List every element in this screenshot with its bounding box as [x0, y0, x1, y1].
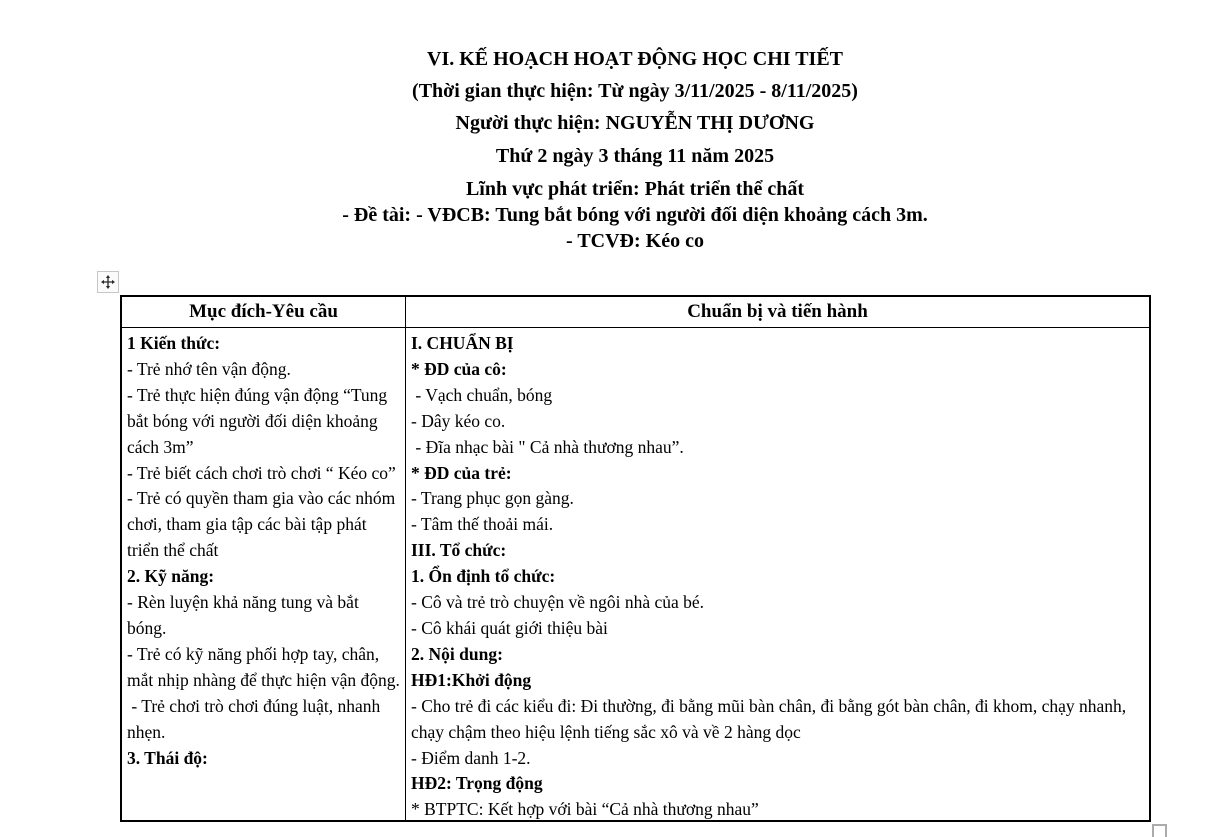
prep-line: - Đĩa nhạc bài " Cả nhà thương nhau”.	[411, 436, 684, 457]
prep-line: HĐ1:Khởi động	[411, 669, 532, 690]
prep-line: - Trang phục gọn gàng.	[411, 488, 574, 509]
goals-line: - Trẻ biết cách chơi trò chơi “ Kéo co”	[127, 462, 396, 483]
doc-game-line: - TCVĐ: Kéo co	[566, 230, 704, 252]
doc-title: VI. KẾ HOẠCH HOẠT ĐỘNG HỌC CHI TIẾT	[427, 48, 843, 70]
column-header-prep: Chuẩn bị và tiến hành	[687, 301, 868, 322]
prep-line: - Cô và trẻ trò chuyện về ngôi nhà của bé.	[411, 592, 705, 613]
goals-cell	[122, 328, 406, 820]
prep-line: I. CHUẨN BỊ	[411, 333, 514, 353]
table-move-handle[interactable]	[97, 271, 119, 293]
goals-line: - Trẻ thực hiện đúng vận động “Tung bắt bóng với người đối diện khoảng cách 3m”	[127, 384, 392, 457]
prep-line: - Tâm thế thoải mái.	[411, 514, 554, 535]
lesson-plan-table	[120, 295, 1151, 822]
goals-line: - Trẻ có quyền tham gia vào các nhóm chơi, tham gia tập các bài tập phát triển thể chất	[127, 488, 400, 561]
move-icon	[100, 274, 116, 290]
table-body-row	[122, 328, 1149, 820]
prep-line: - Cho trẻ đi các kiểu đi: Đi thường, đi bằng mũi bàn chân, đi bằng gót bàn chân, đi khom, chạy nhanh, chạy chậm theo hiệu lệnh tiếng sắc xô và về 2 hàng dọc	[411, 695, 1131, 742]
prep-line: * BTPTC: Kết hợp với bài “Cả nhà thương nhau”	[411, 799, 759, 820]
table-header-row	[122, 297, 1149, 328]
document-header	[60, 48, 1210, 256]
doc-time-line: (Thời gian thực hiện: Từ ngày 3/11/2025 - 8/11/2025)	[412, 80, 858, 102]
goals-line: 2. Kỹ năng:	[127, 566, 215, 587]
doc-field-line: Lĩnh vực phát triển: Phát triển thể chất	[465, 178, 805, 200]
prep-line: 1. Ổn định tổ chức:	[411, 566, 556, 587]
prep-line: HĐ2: Trọng động	[411, 773, 543, 794]
goals-line: 1 Kiến thức:	[127, 333, 221, 353]
goals-line: 3. Thái độ:	[127, 747, 208, 768]
goals-line: - Trẻ có kỹ năng phối hợp tay, chân, mắt nhịp nhàng để thực hiện vận động.	[127, 643, 400, 690]
goals-line: - Trẻ chơi trò chơi đúng luật, nhanh nhẹn.	[127, 695, 385, 742]
prep-line: - Dây kéo co.	[411, 410, 506, 431]
goals-line: - Rèn luyện khả năng tung và bắt bóng.	[127, 592, 364, 638]
column-header-goals: Mục đích-Yêu cầu	[122, 297, 406, 327]
prep-line: * ĐD của cô:	[411, 358, 507, 379]
doc-topic-line: - Đề tài: - VĐCB: Tung bắt bóng với người đối diện khoảng cách 3m.	[342, 204, 928, 226]
doc-person-line: Người thực hiện: NGUYỄN THỊ DƯƠNG	[455, 112, 815, 134]
prep-line: III. Tổ chức:	[411, 540, 507, 561]
prep-line: * ĐD của trẻ:	[411, 462, 512, 483]
prep-line: 2. Nội dung:	[411, 643, 503, 664]
table-resize-handle[interactable]	[1152, 824, 1167, 837]
prep-line: - Vạch chuẩn, bóng	[411, 384, 553, 405]
doc-date-line: Thứ 2 ngày 3 tháng 11 năm 2025	[495, 145, 775, 167]
prep-line: - Điểm danh 1-2.	[411, 747, 531, 768]
goals-line: - Trẻ nhớ tên vận động.	[127, 358, 291, 379]
prep-cell	[406, 328, 1149, 820]
prep-line: - Cô khái quát giới thiệu bài	[411, 617, 608, 638]
